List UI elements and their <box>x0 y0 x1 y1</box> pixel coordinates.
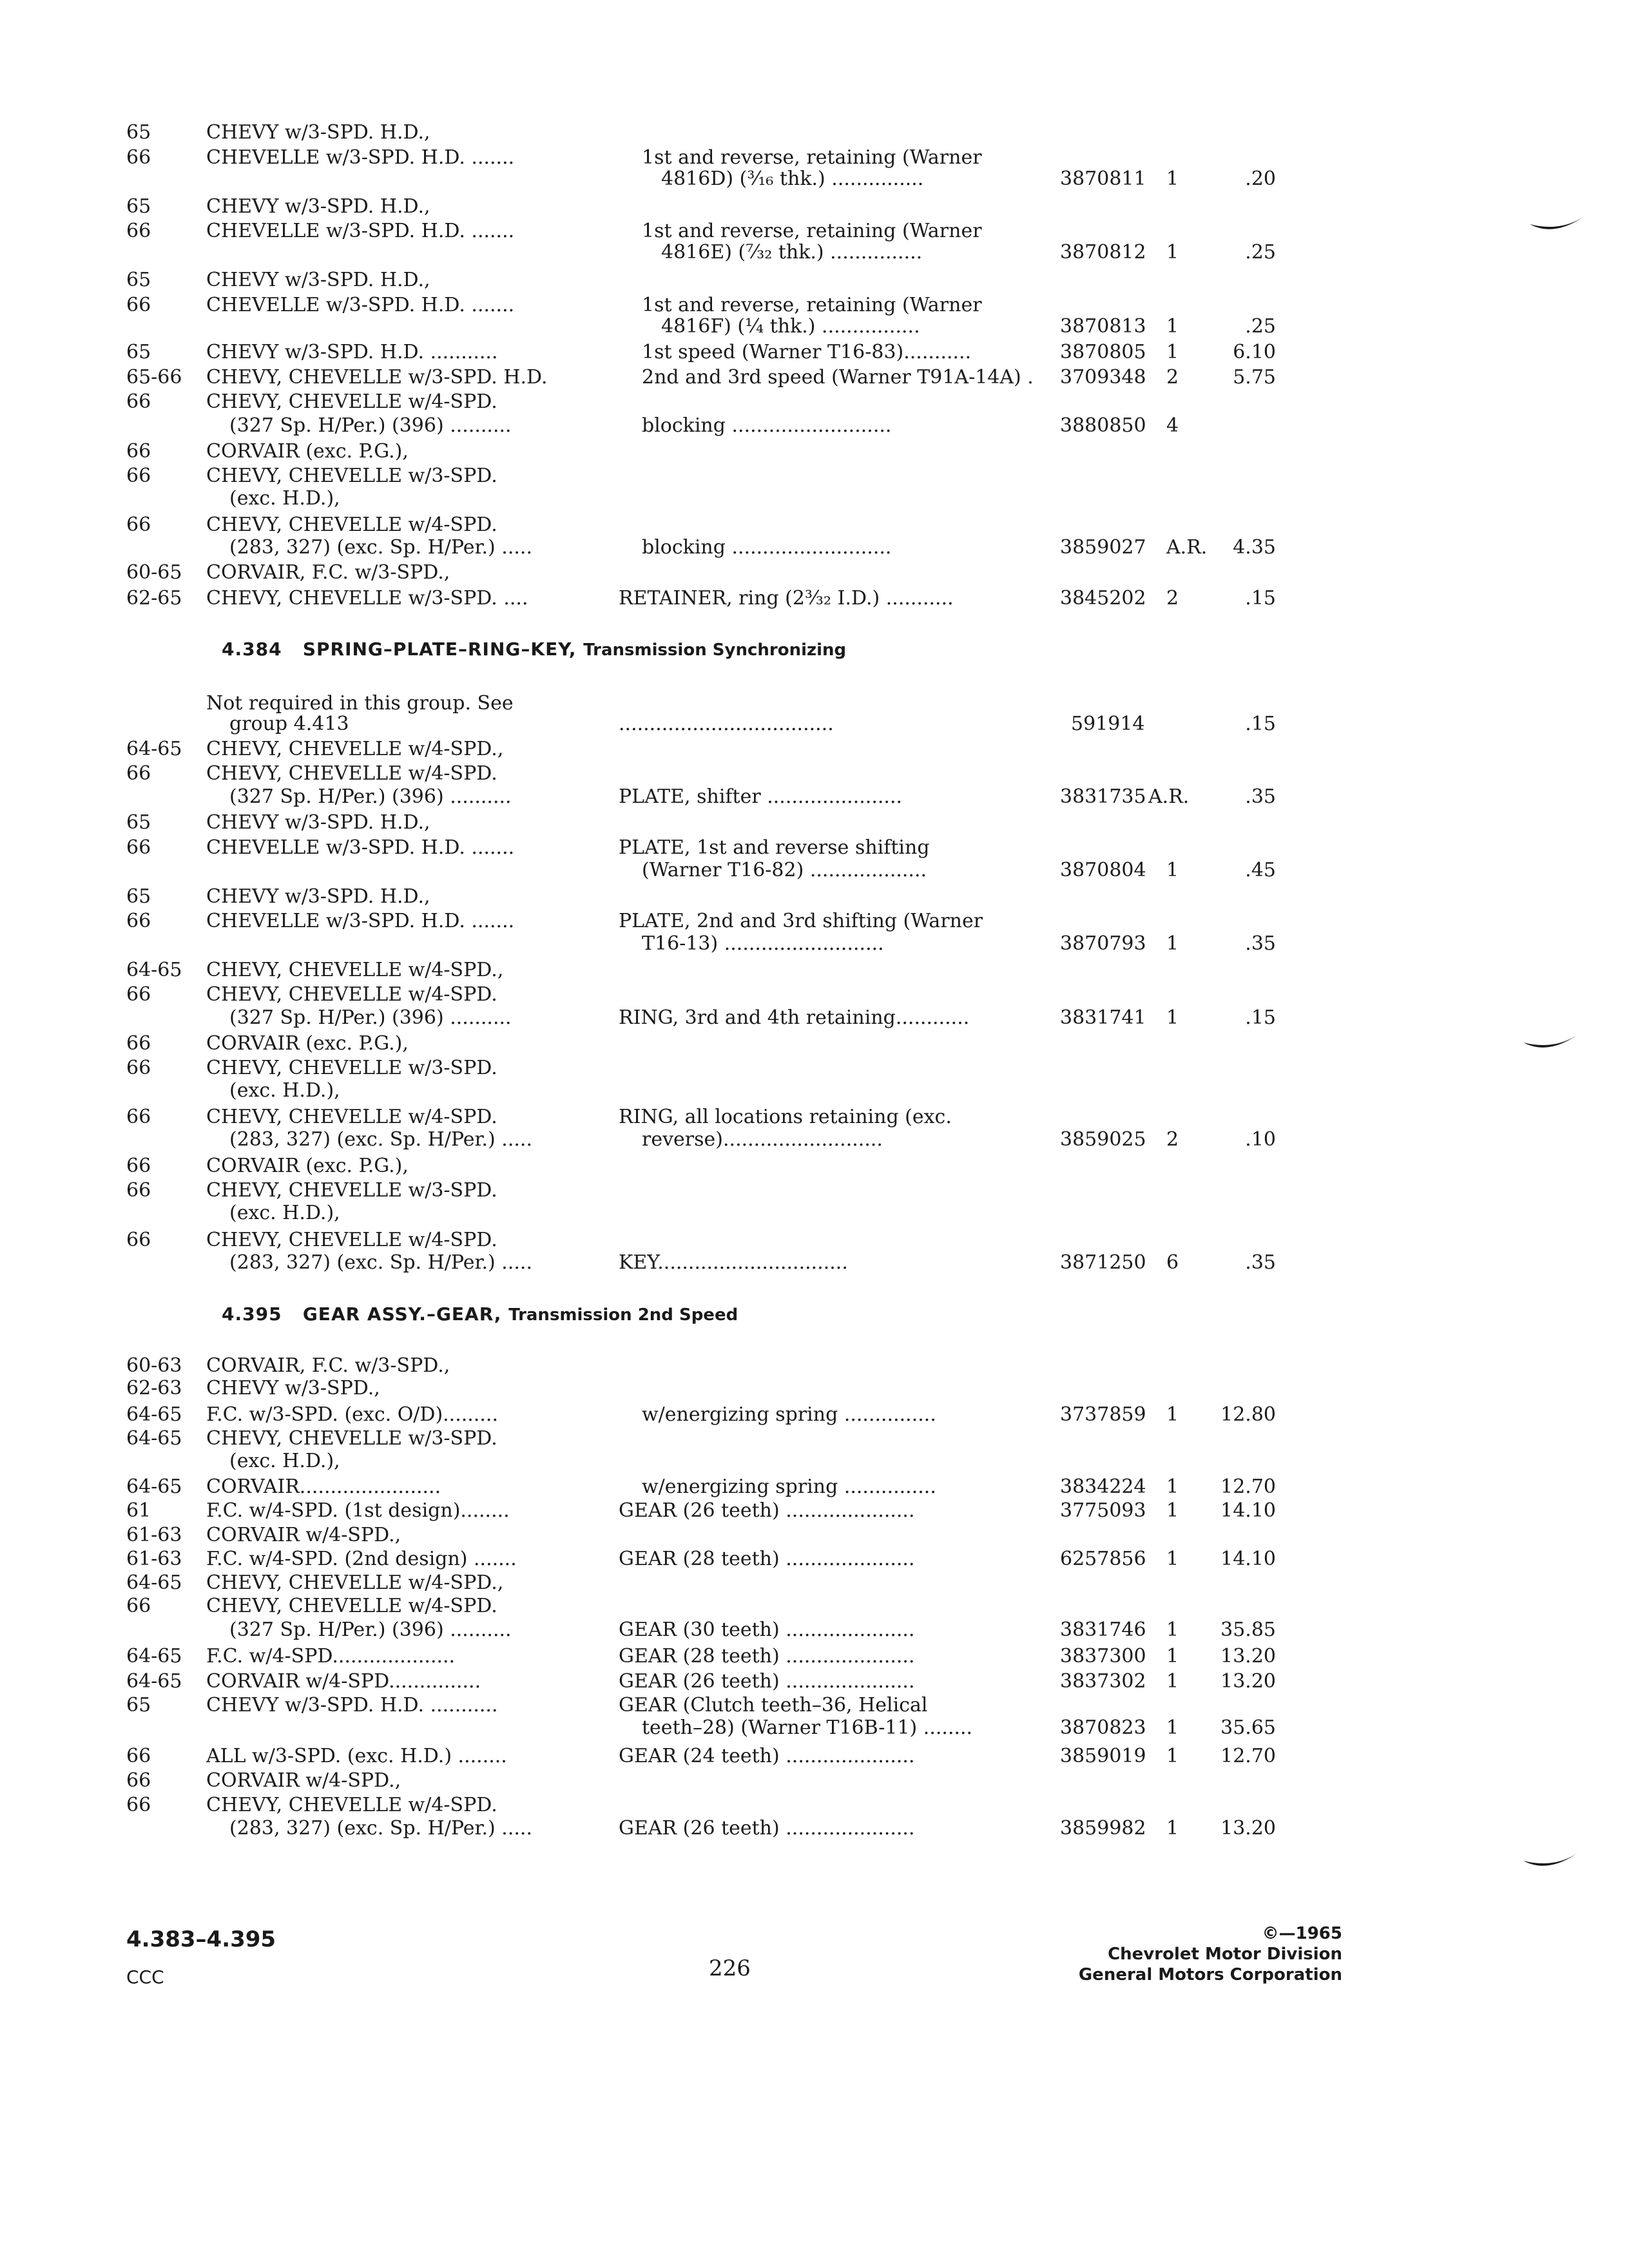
parts-row <box>0 1153 1629 1179</box>
parts-row <box>0 1200 1629 1226</box>
parts-row <box>0 784 1629 810</box>
parts-row <box>0 439 1629 465</box>
model-applicability: CHEVELLE w/3-SPD. H.D. ....... <box>206 220 515 242</box>
parts-row <box>0 711 1629 737</box>
price: 35.65 <box>1220 1716 1276 1739</box>
parts-row <box>0 1104 1629 1130</box>
year-range: 66 <box>126 1229 151 1251</box>
year-range: 64-65 <box>126 1645 182 1667</box>
model-applicability: CHEVY w/3-SPD. H.D. ........... <box>206 341 498 363</box>
part-description: 4816F) (¹⁄₄ thk.) ................ <box>661 315 920 338</box>
model-applicability: CORVAIR w/4-SPD., <box>206 1524 401 1546</box>
model-applicability: (327 Sp. H/Per.) (396) .......... <box>229 1006 512 1029</box>
model-applicability: CHEVY w/3-SPD. H.D., <box>206 269 430 291</box>
price: 5.75 <box>1233 366 1276 389</box>
part-description: RING, all locations retaining (exc. <box>619 1106 952 1128</box>
quantity: 1 <box>1166 1006 1179 1029</box>
model-applicability: (327 Sp. H/Per.) (396) .......... <box>229 1619 512 1641</box>
quantity: 1 <box>1166 1817 1179 1840</box>
quantity: 1 <box>1166 932 1179 955</box>
parts-row <box>0 512 1629 538</box>
copyright-line: ©—1965 <box>1262 1924 1342 1943</box>
part-description: blocking .......................... <box>642 414 892 437</box>
parts-row <box>0 1693 1629 1718</box>
parts-row <box>0 931 1629 957</box>
parts-row <box>0 120 1629 146</box>
quantity: 1 <box>1166 1619 1179 1641</box>
parts-row <box>0 1498 1629 1524</box>
parts-row <box>0 810 1629 836</box>
parts-row <box>0 1593 1629 1619</box>
year-range: 66 <box>126 836 151 859</box>
parts-row <box>0 1715 1629 1741</box>
model-applicability: CHEVY, CHEVELLE w/4-SPD. <box>206 1229 497 1251</box>
part-number: 3859025 <box>1060 1128 1146 1151</box>
year-range: 66 <box>126 1769 151 1792</box>
parts-row <box>0 1078 1629 1104</box>
parts-row <box>0 1055 1629 1081</box>
model-applicability: (283, 327) (exc. Sp. H/Per.) ..... <box>229 536 532 559</box>
part-description: PLATE, shifter ...................... <box>619 785 903 808</box>
parts-row <box>0 957 1629 983</box>
model-applicability: F.C. w/3-SPD. (exc. O/D)......... <box>206 1403 498 1426</box>
model-applicability: Not required in this group. See <box>206 692 514 715</box>
part-number: 3880850 <box>1060 414 1146 437</box>
model-applicability: (exc. H.D.), <box>229 1450 340 1472</box>
price: 35.85 <box>1220 1619 1276 1641</box>
part-number: 3870823 <box>1060 1716 1146 1739</box>
part-number: 3737859 <box>1060 1403 1146 1426</box>
parts-row <box>0 1792 1629 1818</box>
parts-row <box>0 1474 1629 1500</box>
parts-row <box>0 560 1629 586</box>
model-applicability: CHEVY, CHEVELLE w/4-SPD. <box>206 983 497 1006</box>
quantity: 1 <box>1166 1548 1179 1570</box>
model-applicability: (exc. H.D.), <box>229 1202 340 1224</box>
year-range: 65-66 <box>126 366 182 389</box>
parts-row <box>0 194 1629 220</box>
division-line: Chevrolet Motor Division <box>1108 1945 1342 1964</box>
part-description: GEAR (30 teeth) ..................... <box>619 1619 915 1641</box>
section-title: GEAR ASSY.–GEAR, <box>302 1303 502 1325</box>
price: 13.20 <box>1220 1817 1276 1840</box>
quantity: 4 <box>1166 414 1179 437</box>
parts-row <box>0 1644 1629 1669</box>
year-range: 64-65 <box>126 959 182 981</box>
part-description: w/energizing spring ............... <box>642 1403 936 1426</box>
part-number: 3775093 <box>1060 1499 1146 1522</box>
price: .35 <box>1245 932 1276 955</box>
price: 13.20 <box>1220 1670 1276 1693</box>
parts-row <box>0 1426 1629 1452</box>
model-applicability: F.C. w/4-SPD. (2nd design) ....... <box>206 1548 517 1570</box>
part-number: 3870811 <box>1060 168 1146 190</box>
parts-row <box>0 463 1629 489</box>
part-number: 3870813 <box>1060 315 1146 338</box>
year-range: 64-65 <box>126 1571 182 1594</box>
part-number: 3871250 <box>1060 1251 1146 1274</box>
year-range: 66 <box>126 1155 151 1177</box>
parts-row <box>0 908 1629 934</box>
price: 13.20 <box>1220 1645 1276 1667</box>
model-applicability: CHEVY w/3-SPD. H.D., <box>206 885 430 908</box>
year-range: 66 <box>126 294 151 316</box>
part-number: 3709348 <box>1060 366 1146 389</box>
section-subtitle: Transmission 2nd Speed <box>508 1305 738 1325</box>
year-range: 64-65 <box>126 1670 182 1693</box>
part-description: blocking .......................... <box>642 536 892 559</box>
model-applicability: CHEVY, CHEVELLE w/3-SPD. <box>206 1179 497 1202</box>
quantity: A.R. <box>1166 536 1208 559</box>
part-number: 591914 <box>1071 713 1145 735</box>
quantity: 2 <box>1166 366 1179 389</box>
year-range: 64-65 <box>126 1427 182 1450</box>
model-applicability: (327 Sp. H/Per.) (396) .......... <box>229 414 512 437</box>
part-description: RETAINER, ring (2³⁄₃₂ I.D.) ........... <box>619 587 954 610</box>
part-description: 1st and reverse, retaining (Warner <box>642 146 982 169</box>
model-applicability: CORVAIR w/4-SPD............... <box>206 1670 481 1693</box>
part-number: 3845202 <box>1060 587 1146 610</box>
parts-row <box>0 535 1629 561</box>
price: .25 <box>1245 315 1276 338</box>
price: .20 <box>1245 168 1276 190</box>
year-range: 66 <box>126 1745 151 1767</box>
part-number: 3831735 <box>1060 785 1146 808</box>
year-range: 66 <box>126 1595 151 1617</box>
quantity: 1 <box>1166 859 1179 881</box>
year-range: 66 <box>126 983 151 1006</box>
year-range: 65 <box>126 195 151 218</box>
part-description: 4816D) (³⁄₁₆ thk.) ............... <box>661 168 924 190</box>
quantity: 1 <box>1166 315 1179 338</box>
parts-row <box>0 1127 1629 1153</box>
model-applicability: (327 Sp. H/Per.) (396) .......... <box>229 785 512 808</box>
parts-row <box>0 365 1629 390</box>
year-range: 66 <box>126 440 151 463</box>
year-range: 64-65 <box>126 1475 182 1498</box>
parts-row <box>0 314 1629 340</box>
model-applicability: CHEVY w/3-SPD. H.D., <box>206 811 430 834</box>
model-applicability: CORVAIR....................... <box>206 1475 441 1498</box>
model-applicability: CORVAIR, F.C. w/3-SPD., <box>206 1354 450 1377</box>
price: 14.10 <box>1220 1499 1276 1522</box>
price: .10 <box>1245 1128 1276 1151</box>
model-applicability: CHEVY, CHEVELLE w/3-SPD. <box>206 1427 497 1450</box>
part-description: w/energizing spring ............... <box>642 1475 936 1498</box>
part-description: 1st speed (Warner T16-83)........... <box>642 341 972 363</box>
part-number: 3831746 <box>1060 1619 1146 1641</box>
parts-row <box>0 858 1629 883</box>
parts-row <box>0 1353 1629 1379</box>
model-applicability: F.C. w/4-SPD.................... <box>206 1645 456 1667</box>
parts-row <box>0 1227 1629 1253</box>
model-applicability: CORVAIR (exc. P.G.), <box>206 1032 409 1055</box>
part-number: 3870804 <box>1060 859 1146 881</box>
parts-row <box>0 267 1629 293</box>
year-range: 66 <box>126 146 151 169</box>
parts-row <box>0 340 1629 365</box>
year-range: 62-65 <box>126 587 182 610</box>
model-applicability: CHEVY, CHEVELLE w/4-SPD. <box>206 514 497 536</box>
part-description: KEY............................... <box>619 1251 848 1274</box>
part-description: PLATE, 2nd and 3rd shifting (Warner <box>619 910 983 932</box>
part-number: 3837300 <box>1060 1645 1146 1667</box>
part-number: 3834224 <box>1060 1475 1146 1498</box>
section-heading <box>222 1300 738 1329</box>
parts-row <box>0 761 1629 787</box>
part-description: 1st and reverse, retaining (Warner <box>642 294 982 316</box>
parts-row <box>0 1744 1629 1769</box>
part-description: PLATE, 1st and reverse shifting <box>619 836 930 859</box>
model-applicability: CORVAIR (exc. P.G.), <box>206 1155 409 1177</box>
year-range: 66 <box>126 390 151 413</box>
footer-code: CCC <box>126 1966 164 1988</box>
price: .35 <box>1245 1251 1276 1274</box>
quantity: 1 <box>1166 1499 1179 1522</box>
quantity: 1 <box>1166 341 1179 363</box>
year-range: 65 <box>126 121 151 144</box>
price: 12.80 <box>1220 1403 1276 1426</box>
part-number: 3859982 <box>1060 1817 1146 1840</box>
year-range: 66 <box>126 1057 151 1079</box>
year-range: 66 <box>126 1794 151 1816</box>
model-applicability: CHEVY, CHEVELLE w/3-SPD. H.D. <box>206 366 548 389</box>
year-range: 66 <box>126 910 151 932</box>
model-applicability: CORVAIR w/4-SPD., <box>206 1769 401 1792</box>
section-heading <box>222 635 846 664</box>
parts-row <box>0 413 1629 439</box>
year-range: 64-65 <box>126 738 182 760</box>
model-applicability: CHEVELLE w/3-SPD. H.D. ....... <box>206 836 515 859</box>
binder-hole-mark <box>1522 1849 1580 1875</box>
parts-row <box>0 835 1629 861</box>
year-range: 64-65 <box>126 1403 182 1426</box>
model-applicability: CHEVY, CHEVELLE w/4-SPD. <box>206 1595 497 1617</box>
year-range: 60-63 <box>126 1354 182 1377</box>
year-range: 65 <box>126 341 151 363</box>
parts-row <box>0 1402 1629 1428</box>
part-number: 3837302 <box>1060 1670 1146 1693</box>
model-applicability: CHEVY, CHEVELLE w/4-SPD. <box>206 762 497 785</box>
model-applicability: (283, 327) (exc. Sp. H/Per.) ..... <box>229 1128 532 1151</box>
year-range: 65 <box>126 811 151 834</box>
part-description: 4816E) (⁷⁄₃₂ thk.) ............... <box>661 241 923 264</box>
model-applicability: CORVAIR (exc. P.G.), <box>206 440 409 463</box>
model-applicability: group 4.413 <box>229 713 349 735</box>
parts-row <box>0 1376 1629 1401</box>
quantity: 2 <box>1166 587 1179 610</box>
year-range: 65 <box>126 885 151 908</box>
quantity: 1 <box>1166 1645 1179 1667</box>
quantity: 6 <box>1166 1251 1179 1274</box>
parts-row <box>0 1523 1629 1548</box>
part-description: ................................... <box>619 713 834 735</box>
quantity: 1 <box>1166 241 1179 264</box>
binder-hole-mark <box>1522 1031 1580 1057</box>
parts-row <box>0 982 1629 1008</box>
model-applicability: CHEVY, CHEVELLE w/4-SPD., <box>206 1571 504 1594</box>
price: 4.35 <box>1233 536 1276 559</box>
part-description: reverse).......................... <box>642 1128 883 1151</box>
year-range: 66 <box>126 1032 151 1055</box>
model-applicability: (exc. H.D.), <box>229 1079 340 1102</box>
quantity: 1 <box>1166 1403 1179 1426</box>
model-applicability: CHEVELLE w/3-SPD. H.D. ....... <box>206 294 515 316</box>
quantity: 1 <box>1166 1716 1179 1739</box>
model-applicability: CHEVELLE w/3-SPD. H.D. ....... <box>206 910 515 932</box>
price: .25 <box>1245 241 1276 264</box>
model-applicability: CHEVY, CHEVELLE w/4-SPD. <box>206 1794 497 1816</box>
part-number: 3831741 <box>1060 1006 1146 1029</box>
year-range: 60-65 <box>126 561 182 584</box>
parts-row <box>0 884 1629 910</box>
parts-row <box>0 736 1629 762</box>
parts-row <box>0 1250 1629 1276</box>
model-applicability: CHEVY w/3-SPD., <box>206 1377 380 1399</box>
model-applicability: CHEVY, CHEVELLE w/3-SPD. .... <box>206 587 528 610</box>
part-description: RING, 3rd and 4th retaining............ <box>619 1006 970 1029</box>
year-range: 66 <box>126 1179 151 1202</box>
year-range: 66 <box>126 465 151 487</box>
year-range: 61-63 <box>126 1548 182 1570</box>
parts-row <box>0 586 1629 611</box>
part-number: 3870812 <box>1060 241 1146 264</box>
model-applicability: F.C. w/4-SPD. (1st design)........ <box>206 1499 510 1522</box>
model-applicability: CHEVY w/3-SPD. H.D. ........... <box>206 1694 498 1716</box>
footer-group-range: 4.383–4.395 <box>126 1927 276 1952</box>
part-description: (Warner T16-82) ................... <box>642 859 927 881</box>
part-description: 1st and reverse, retaining (Warner <box>642 220 982 242</box>
quantity: A.R. <box>1148 785 1190 808</box>
model-applicability: ALL w/3-SPD. (exc. H.D.) ........ <box>206 1745 507 1767</box>
year-range: 66 <box>126 220 151 242</box>
year-range: 61 <box>126 1499 151 1522</box>
model-applicability: CHEVY, CHEVELLE w/4-SPD. <box>206 390 497 413</box>
year-range: 66 <box>126 762 151 785</box>
quantity: 2 <box>1166 1128 1179 1151</box>
part-description: 2nd and 3rd speed (Warner T91A-14A) . <box>642 366 1034 389</box>
parts-row <box>0 1617 1629 1643</box>
year-range: 65 <box>126 1694 151 1716</box>
price: .15 <box>1245 1006 1276 1029</box>
part-description: teeth–28) (Warner T16B-11) ........ <box>642 1716 973 1739</box>
model-applicability: CHEVY, CHEVELLE w/4-SPD., <box>206 959 504 981</box>
year-range: 65 <box>126 269 151 291</box>
parts-row <box>0 1816 1629 1841</box>
price: 14.10 <box>1220 1548 1276 1570</box>
year-range: 62-63 <box>126 1377 182 1399</box>
parts-row <box>0 240 1629 265</box>
part-description: GEAR (26 teeth) ..................... <box>619 1499 915 1522</box>
model-applicability: CHEVY, CHEVELLE w/3-SPD. <box>206 465 497 487</box>
price: .35 <box>1245 785 1276 808</box>
model-applicability: CHEVY, CHEVELLE w/4-SPD., <box>206 738 504 760</box>
price: .15 <box>1245 587 1276 610</box>
parts-row <box>0 486 1629 512</box>
binder-hole-mark <box>1528 213 1586 238</box>
model-applicability: CHEVELLE w/3-SPD. H.D. ....... <box>206 146 515 169</box>
price: 12.70 <box>1220 1745 1276 1767</box>
corporation-line: General Motors Corporation <box>1078 1965 1342 1984</box>
section-number: 4.395 <box>222 1303 282 1325</box>
part-description: GEAR (28 teeth) ..................... <box>619 1548 915 1570</box>
parts-row <box>0 1546 1629 1572</box>
model-applicability: (exc. H.D.), <box>229 487 340 510</box>
model-applicability: CHEVY, CHEVELLE w/3-SPD. <box>206 1057 497 1079</box>
part-description: GEAR (26 teeth) ..................... <box>619 1670 915 1693</box>
part-number: 3870793 <box>1060 932 1146 955</box>
part-description: GEAR (24 teeth) ..................... <box>619 1745 915 1767</box>
price: 6.10 <box>1233 341 1276 363</box>
quantity: 1 <box>1166 1670 1179 1693</box>
part-number: 6257856 <box>1060 1548 1146 1570</box>
year-range: 66 <box>126 1106 151 1128</box>
part-description: GEAR (Clutch teeth–36, Helical <box>619 1694 928 1716</box>
parts-row <box>0 1570 1629 1596</box>
part-description: GEAR (28 teeth) ..................... <box>619 1645 915 1667</box>
page-number: 226 <box>709 1956 751 1981</box>
parts-row <box>0 389 1629 415</box>
year-range: 61-63 <box>126 1524 182 1546</box>
part-number: 3859027 <box>1060 536 1146 559</box>
model-applicability: (283, 327) (exc. Sp. H/Per.) ..... <box>229 1251 532 1274</box>
year-range: 66 <box>126 514 151 536</box>
model-applicability: CHEVY, CHEVELLE w/4-SPD. <box>206 1106 497 1128</box>
part-number: 3870805 <box>1060 341 1146 363</box>
part-number: 3859019 <box>1060 1745 1146 1767</box>
parts-row <box>0 1768 1629 1794</box>
model-applicability: CHEVY w/3-SPD. H.D., <box>206 195 430 218</box>
model-applicability: CHEVY w/3-SPD. H.D., <box>206 121 430 144</box>
quantity: 1 <box>1166 168 1179 190</box>
quantity: 1 <box>1166 1745 1179 1767</box>
parts-row <box>0 166 1629 192</box>
price: .45 <box>1245 859 1276 881</box>
price: 12.70 <box>1220 1475 1276 1498</box>
parts-row <box>0 1669 1629 1695</box>
parts-row <box>0 1031 1629 1057</box>
model-applicability: (283, 327) (exc. Sp. H/Per.) ..... <box>229 1817 532 1840</box>
section-subtitle: Transmission Synchronizing <box>583 640 847 660</box>
section-number: 4.384 <box>222 639 282 660</box>
quantity: 1 <box>1166 1475 1179 1498</box>
parts-row <box>0 1178 1629 1204</box>
price: .15 <box>1245 713 1276 735</box>
section-title: SPRING–PLATE–RING–KEY, <box>302 639 577 660</box>
part-description: GEAR (26 teeth) ..................... <box>619 1817 915 1840</box>
parts-row <box>0 1005 1629 1031</box>
part-description: T16-13) .......................... <box>642 932 884 955</box>
parts-row <box>0 1448 1629 1474</box>
model-applicability: CORVAIR, F.C. w/3-SPD., <box>206 561 450 584</box>
